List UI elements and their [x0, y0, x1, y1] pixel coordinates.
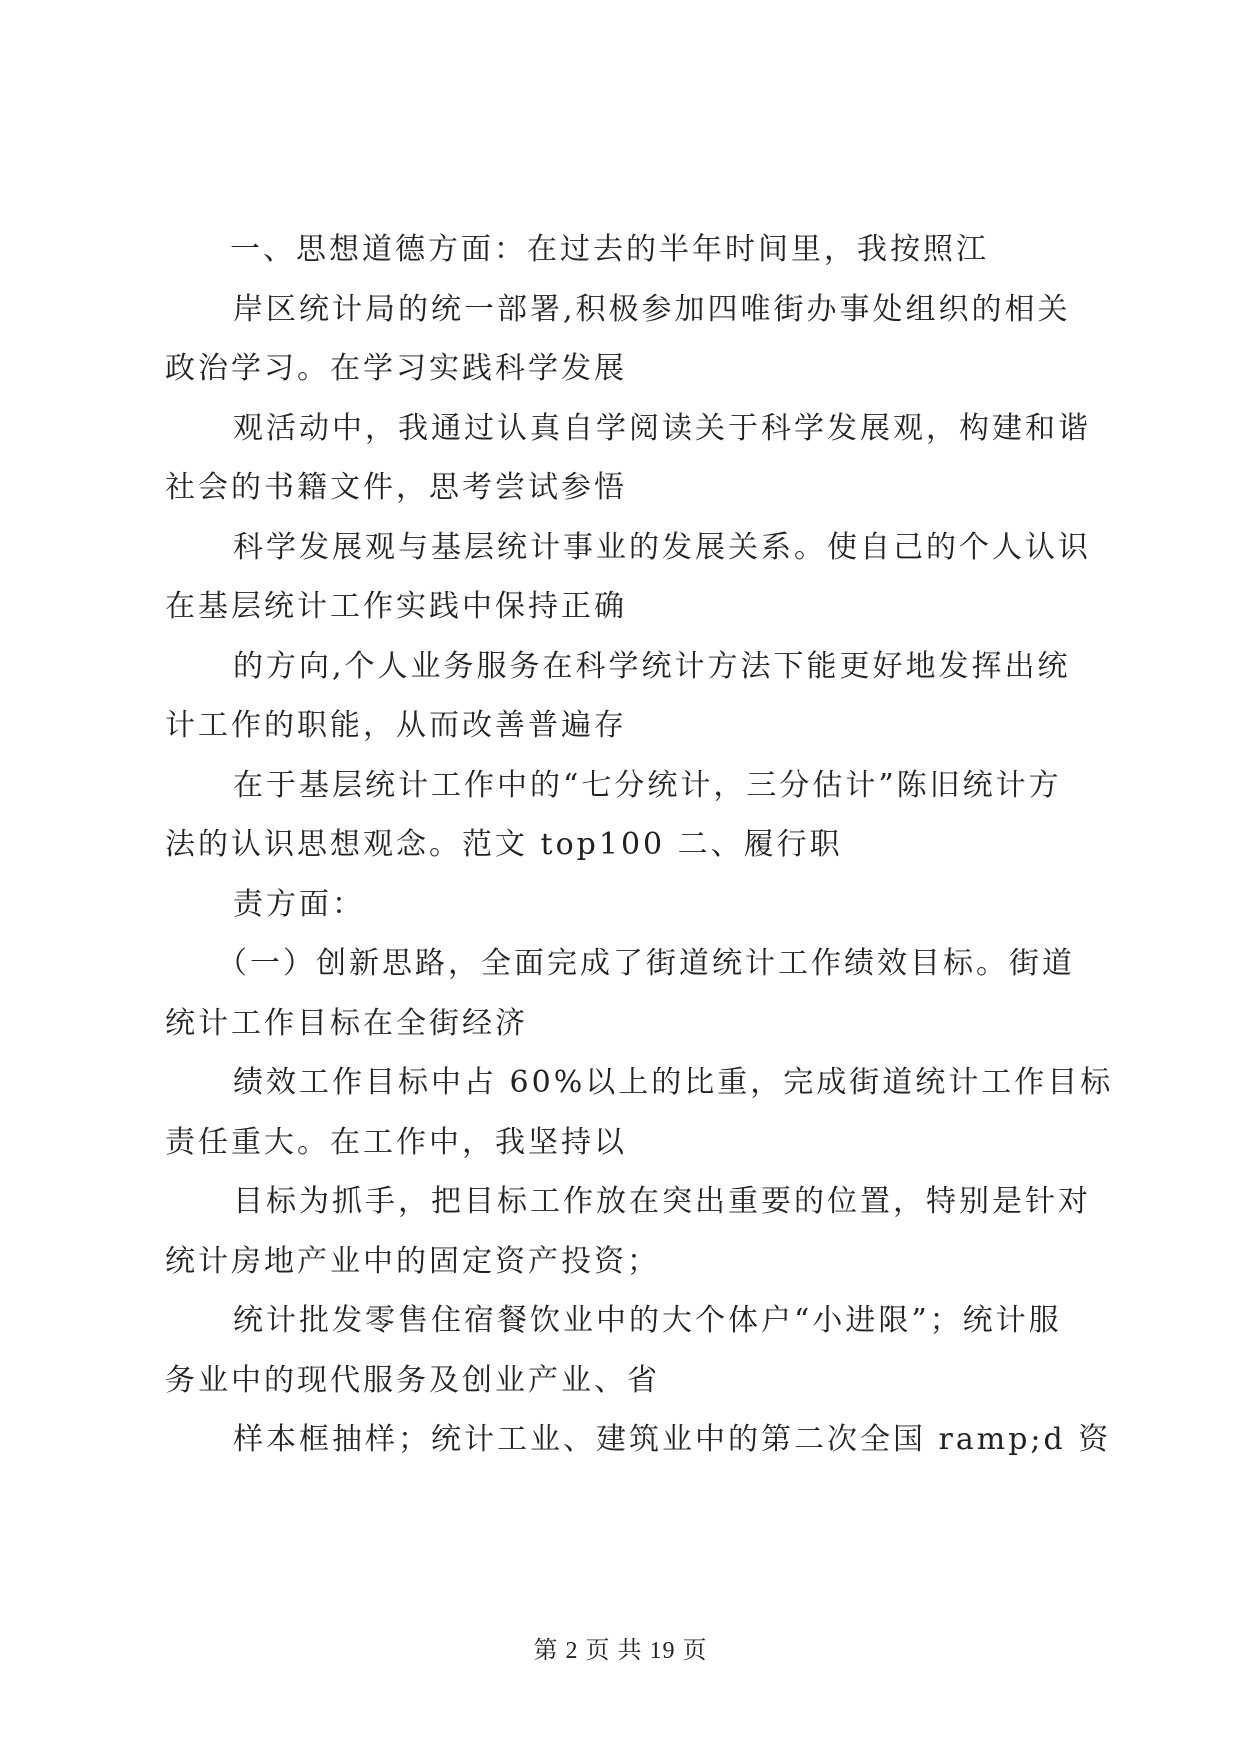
paragraph-line: 目标为抓手，把目标工作放在突出重要的位置，特别是针对	[233, 1184, 1091, 1219]
paragraph-line: 社会的书籍文件，思考尝试参悟	[165, 470, 627, 505]
paragraph-line: 绩效工作目标中占 60%以上的比重，完成街道统计工作目标	[233, 1065, 1114, 1100]
paragraph-line: 统计工作目标在全街经济	[165, 1005, 528, 1041]
paragraph-line: 在基层统计工作实践中保持正确	[165, 589, 627, 624]
paragraph-line: 责任重大。在工作中，我坚持以	[165, 1124, 627, 1160]
paragraph-line: 务业中的现代服务及创业产业、省	[165, 1362, 660, 1398]
paragraph-line: 岸区统计局的统一部署,积极参加四唯街办事处组织的相关	[233, 291, 1071, 327]
document-body	[165, 232, 1114, 1483]
paragraph-line: 责方面：	[233, 886, 365, 922]
paragraph-line: 的方向,个人业务服务在科学统计方法下能更好地发挥出统	[233, 648, 1071, 684]
paragraph-line: 一、思想道德方面：在过去的半年时间里，我按照江	[230, 232, 989, 267]
paragraph-line: 政治学习。在学习实践科学发展	[165, 351, 627, 386]
paragraph-line: 在于基层统计工作中的“七分统计，三分估计”陈旧统计方	[233, 767, 1062, 803]
paragraph-line: 法的认识思想观念。范文 top100 二、履行职	[165, 827, 843, 862]
paragraph-line: 观活动中，我通过认真自学阅读关于科学发展观，构建和谐	[233, 410, 1091, 446]
paragraph-line: 样本框抽样；统计工业、建筑业中的第二次全国 ramp;d 资	[233, 1422, 1112, 1457]
paragraph-line: 统计房地产业中的固定资产投资；	[165, 1243, 660, 1279]
paragraph-line: 统计批发零售住宿餐饮业中的大个体户“小进限”；统计服	[233, 1303, 1062, 1338]
paragraph-line: 计工作的职能，从而改善普遍存	[165, 708, 627, 743]
paragraph-line: 科学发展观与基层统计事业的发展关系。使自己的个人认识	[233, 529, 1091, 565]
paragraph-line: （一）创新思路，全面完成了街道统计工作绩效目标。街道	[217, 946, 1075, 981]
page-number-footer: 第 2 页 共 19 页	[533, 1638, 708, 1664]
